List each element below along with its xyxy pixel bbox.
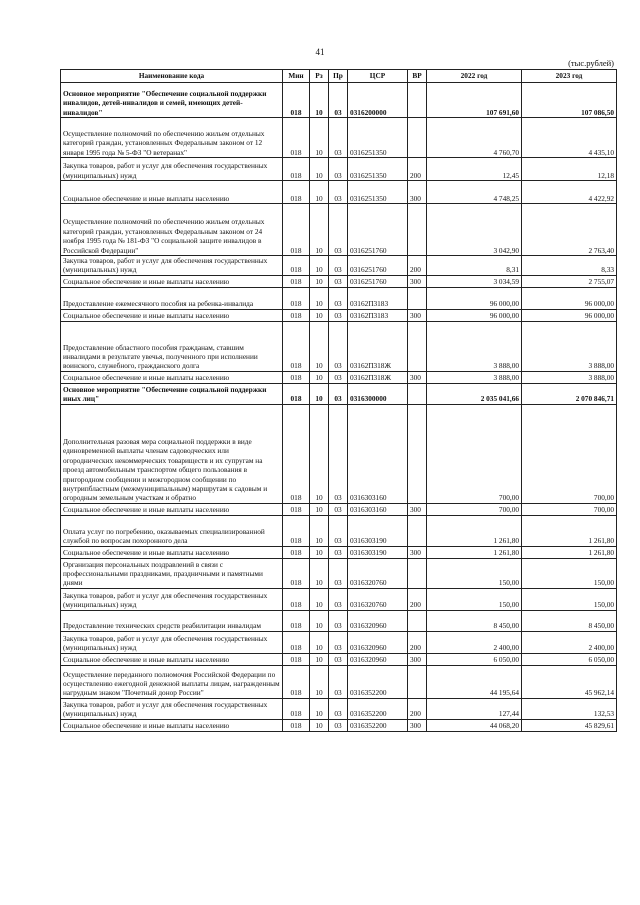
row-2022: 107 691,60 [427, 83, 522, 118]
row-csr: 0316200000 [348, 83, 408, 118]
row-min: 018 [283, 309, 310, 321]
row-rz: 10 [310, 665, 329, 698]
row-vr [408, 287, 427, 309]
row-2023: 1 261,80 [522, 515, 617, 546]
table-row [61, 653, 617, 665]
row-vr: 200 [408, 698, 427, 719]
row-csr: 0316320760 [348, 588, 408, 610]
row-pr: 03 [329, 287, 348, 309]
row-csr: 0316320960 [348, 653, 408, 665]
header-2023: 2023 год [522, 70, 617, 83]
row-2022: 8 450,00 [427, 610, 522, 631]
row-2023: 700,00 [522, 503, 617, 515]
row-min: 018 [283, 546, 310, 558]
row-2022: 150,00 [427, 588, 522, 610]
row-pr: 03 [329, 588, 348, 610]
table-header-row [61, 70, 617, 83]
row-pr: 03 [329, 665, 348, 698]
table-row [61, 371, 617, 383]
row-2023: 150,00 [522, 588, 617, 610]
row-pr: 03 [329, 503, 348, 515]
row-2023: 96 000,00 [522, 287, 617, 309]
row-2023: 3 888,00 [522, 321, 617, 371]
row-min: 018 [283, 275, 310, 287]
row-csr: 0316303160 [348, 404, 408, 503]
table-row [61, 83, 617, 118]
row-csr: 03162П3183 [348, 287, 408, 309]
row-pr: 03 [329, 275, 348, 287]
row-name: Предоставление ежемесячного пособия на ребенка-инвалида [61, 287, 283, 309]
row-2023: 150,00 [522, 558, 617, 588]
row-vr [408, 383, 427, 404]
row-name: Основное мероприятие "Обеспечение социальной поддержки иных лиц" [61, 383, 283, 404]
row-2022: 1 261,80 [427, 515, 522, 546]
row-csr: 0316251760 [348, 204, 408, 256]
row-2023: 12,18 [522, 158, 617, 181]
row-csr: 03162П318Ж [348, 321, 408, 371]
table-row [61, 158, 617, 181]
row-vr [408, 321, 427, 371]
row-name: Закупка товаров, работ и услуг для обеспечения государственных (муниципальных) нужд [61, 256, 283, 276]
row-vr [408, 610, 427, 631]
row-min: 018 [283, 118, 310, 158]
header-name: Наименование кода [61, 70, 283, 83]
row-vr [408, 118, 427, 158]
row-2023: 107 086,50 [522, 83, 617, 118]
row-pr: 03 [329, 546, 348, 558]
row-pr: 03 [329, 698, 348, 719]
row-rz: 10 [310, 371, 329, 383]
row-name: Закупка товаров, работ и услуг для обеспечения государственных (муниципальных) нужд [61, 588, 283, 610]
row-min: 018 [283, 515, 310, 546]
row-vr [408, 665, 427, 698]
row-rz: 10 [310, 158, 329, 181]
row-name: Закупка товаров, работ и услуг для обеспечения государственных (муниципальных) нужд [61, 631, 283, 653]
table-body [61, 83, 617, 732]
row-name: Организация персональных поздравлений в связи с профессиональными праздниками, праздничными и памятными днями [61, 558, 283, 588]
row-2022: 3 888,00 [427, 371, 522, 383]
row-pr: 03 [329, 383, 348, 404]
table-row [61, 256, 617, 276]
row-2022: 3 042,90 [427, 204, 522, 256]
row-rz: 10 [310, 83, 329, 118]
row-rz: 10 [310, 631, 329, 653]
row-min: 018 [283, 503, 310, 515]
row-name: Социальное обеспечение и иные выплаты населению [61, 719, 283, 731]
row-2023: 2 755,07 [522, 275, 617, 287]
row-csr: 03162П318Ж [348, 371, 408, 383]
row-2023: 3 888,00 [522, 371, 617, 383]
row-rz: 10 [310, 546, 329, 558]
budget-table [60, 69, 617, 732]
row-2023: 1 261,80 [522, 546, 617, 558]
row-min: 018 [283, 371, 310, 383]
row-2022: 3 034,59 [427, 275, 522, 287]
row-pr: 03 [329, 653, 348, 665]
row-2022: 44 068,20 [427, 719, 522, 731]
row-min: 018 [283, 588, 310, 610]
row-vr: 300 [408, 275, 427, 287]
row-2022: 1 261,80 [427, 546, 522, 558]
row-vr: 300 [408, 653, 427, 665]
row-pr: 03 [329, 256, 348, 276]
row-rz: 10 [310, 515, 329, 546]
table-row [61, 309, 617, 321]
row-2022: 3 888,00 [427, 321, 522, 371]
row-name: Социальное обеспечение и иные выплаты населению [61, 503, 283, 515]
row-pr: 03 [329, 181, 348, 204]
row-csr: 0316320760 [348, 558, 408, 588]
row-min: 018 [283, 204, 310, 256]
row-vr: 300 [408, 181, 427, 204]
row-name: Осуществление полномочий по обеспечению жильем отдельных категорий граждан, установленных Федеральным законом от 12 января 1995 года № 5-ФЗ "О ветеранах" [61, 118, 283, 158]
row-vr [408, 404, 427, 503]
table-row [61, 287, 617, 309]
row-name: Оплата услуг по погребению, оказываемых специализированной службой по вопросам похоронного дела [61, 515, 283, 546]
row-min: 018 [283, 719, 310, 731]
row-rz: 10 [310, 309, 329, 321]
table-row [61, 665, 617, 698]
header-2022: 2022 год [427, 70, 522, 83]
row-2022: 700,00 [427, 503, 522, 515]
row-name: Основное мероприятие "Обеспечение социальной поддержки инвалидов, детей-инвалидов и семей, имеющих детей-инвалидов" [61, 83, 283, 118]
row-rz: 10 [310, 653, 329, 665]
page-number: 41 [315, 47, 325, 57]
row-pr: 03 [329, 371, 348, 383]
row-2023: 8 450,00 [522, 610, 617, 631]
row-2023: 2 400,00 [522, 631, 617, 653]
row-rz: 10 [310, 719, 329, 731]
table-row [61, 515, 617, 546]
row-csr: 0316300000 [348, 383, 408, 404]
row-vr: 300 [408, 371, 427, 383]
row-pr: 03 [329, 321, 348, 371]
row-csr: 0316251760 [348, 256, 408, 276]
row-min: 018 [283, 631, 310, 653]
table-row [61, 383, 617, 404]
row-rz: 10 [310, 503, 329, 515]
row-csr: 0316251350 [348, 158, 408, 181]
row-csr: 0316251760 [348, 275, 408, 287]
row-2023: 2 070 846,71 [522, 383, 617, 404]
row-vr: 200 [408, 631, 427, 653]
row-vr: 200 [408, 158, 427, 181]
row-min: 018 [283, 383, 310, 404]
table-row [61, 698, 617, 719]
row-name: Социальное обеспечение и иные выплаты населению [61, 371, 283, 383]
row-name: Социальное обеспечение и иные выплаты населению [61, 181, 283, 204]
row-2022: 4 760,70 [427, 118, 522, 158]
row-2023: 6 050,00 [522, 653, 617, 665]
table-row [61, 503, 617, 515]
row-min: 018 [283, 665, 310, 698]
row-csr: 0316303190 [348, 515, 408, 546]
row-name: Закупка товаров, работ и услуг для обеспечения государственных (муниципальных) нужд [61, 698, 283, 719]
row-vr [408, 515, 427, 546]
table-row [61, 631, 617, 653]
row-2022: 150,00 [427, 558, 522, 588]
row-2022: 6 050,00 [427, 653, 522, 665]
row-2022: 2 035 041,66 [427, 383, 522, 404]
units-label: (тыс.рублей) [568, 58, 614, 68]
row-2022: 96 000,00 [427, 309, 522, 321]
row-pr: 03 [329, 118, 348, 158]
row-pr: 03 [329, 610, 348, 631]
row-rz: 10 [310, 275, 329, 287]
row-pr: 03 [329, 404, 348, 503]
table-row [61, 275, 617, 287]
row-name: Закупка товаров, работ и услуг для обеспечения государственных (муниципальных) нужд [61, 158, 283, 181]
row-rz: 10 [310, 588, 329, 610]
table-row [61, 204, 617, 256]
row-name: Осуществление переданного полномочия Российской Федерации по осуществлению ежегодной денежной выплаты лицам, награжденным нагрудным знаком "Почетный донор России" [61, 665, 283, 698]
row-rz: 10 [310, 181, 329, 204]
row-vr: 300 [408, 546, 427, 558]
row-name: Предоставление областного пособия гражданам, ставшим инвалидами в результате увечья, полученного при исполнении воинского, служебного, гражданского долга [61, 321, 283, 371]
table-row [61, 610, 617, 631]
table-row [61, 118, 617, 158]
header-vr: ВР [408, 70, 427, 83]
row-vr [408, 204, 427, 256]
row-vr: 300 [408, 309, 427, 321]
row-csr: 0316303190 [348, 546, 408, 558]
row-rz: 10 [310, 404, 329, 503]
table-row [61, 546, 617, 558]
row-name: Предоставление технических средств реабилитации инвалидам [61, 610, 283, 631]
row-2023: 132,53 [522, 698, 617, 719]
row-min: 018 [283, 653, 310, 665]
header-min: Мин [283, 70, 310, 83]
header-pr: Пр [329, 70, 348, 83]
row-2023: 45 829,61 [522, 719, 617, 731]
row-csr: 0316251350 [348, 181, 408, 204]
row-min: 018 [283, 83, 310, 118]
row-pr: 03 [329, 83, 348, 118]
row-csr: 0316303160 [348, 503, 408, 515]
row-csr: 03162П3183 [348, 309, 408, 321]
row-pr: 03 [329, 558, 348, 588]
row-2023: 8,33 [522, 256, 617, 276]
table-row [61, 719, 617, 731]
row-vr [408, 558, 427, 588]
row-name: Социальное обеспечение и иные выплаты населению [61, 653, 283, 665]
row-2022: 44 195,64 [427, 665, 522, 698]
row-name: Социальное обеспечение и иные выплаты населению [61, 309, 283, 321]
row-vr: 300 [408, 503, 427, 515]
row-rz: 10 [310, 321, 329, 371]
table-row [61, 404, 617, 503]
row-name: Социальное обеспечение и иные выплаты населению [61, 546, 283, 558]
row-rz: 10 [310, 287, 329, 309]
row-min: 018 [283, 256, 310, 276]
row-name: Осуществление полномочий по обеспечению жильем отдельных категорий граждан, установленных Федеральным законом от 24 ноября 1995 года № 181-ФЗ "О социальной защите инвалидов в Российской Федерации" [61, 204, 283, 256]
row-2022: 8,31 [427, 256, 522, 276]
row-csr: 0316320960 [348, 610, 408, 631]
row-vr [408, 83, 427, 118]
row-min: 018 [283, 558, 310, 588]
row-pr: 03 [329, 158, 348, 181]
row-csr: 0316352200 [348, 719, 408, 731]
row-pr: 03 [329, 309, 348, 321]
row-2023: 700,00 [522, 404, 617, 503]
row-pr: 03 [329, 204, 348, 256]
row-2022: 2 400,00 [427, 631, 522, 653]
row-rz: 10 [310, 610, 329, 631]
row-2022: 700,00 [427, 404, 522, 503]
row-min: 018 [283, 610, 310, 631]
row-pr: 03 [329, 719, 348, 731]
row-2023: 96 000,00 [522, 309, 617, 321]
row-vr: 200 [408, 256, 427, 276]
row-2022: 4 748,25 [427, 181, 522, 204]
row-name: Дополнительная разовая мера социальной поддержки в виде единовременной выплаты членам садоводческих или огороднических некоммерческих товариществ и их супругам на проезд автомобильным транспортом общего пользования в пригородном сообщении и межгородном сообщении по внутрипбластным (межмуниципальным) маршрутам к садовым и огородным земельным участкам и обратно [61, 404, 283, 503]
row-2022: 127,44 [427, 698, 522, 719]
header-csr: ЦСР [348, 70, 408, 83]
row-csr: 0316320960 [348, 631, 408, 653]
row-csr: 0316251350 [348, 118, 408, 158]
row-pr: 03 [329, 515, 348, 546]
table-row [61, 181, 617, 204]
table-row [61, 588, 617, 610]
row-pr: 03 [329, 631, 348, 653]
row-2022: 12,45 [427, 158, 522, 181]
row-csr: 0316352200 [348, 698, 408, 719]
table-row [61, 321, 617, 371]
row-name: Социальное обеспечение и иные выплаты населению [61, 275, 283, 287]
row-min: 018 [283, 181, 310, 204]
row-rz: 10 [310, 698, 329, 719]
row-rz: 10 [310, 204, 329, 256]
row-min: 018 [283, 158, 310, 181]
row-rz: 10 [310, 256, 329, 276]
row-min: 018 [283, 698, 310, 719]
row-rz: 10 [310, 118, 329, 158]
row-min: 018 [283, 321, 310, 371]
row-min: 018 [283, 287, 310, 309]
row-2023: 45 962,14 [522, 665, 617, 698]
row-2023: 4 435,10 [522, 118, 617, 158]
row-csr: 0316352200 [348, 665, 408, 698]
row-rz: 10 [310, 383, 329, 404]
row-rz: 10 [310, 558, 329, 588]
row-2022: 96 000,00 [427, 287, 522, 309]
row-vr: 200 [408, 588, 427, 610]
header-rz: Рз [310, 70, 329, 83]
row-2023: 2 763,40 [522, 204, 617, 256]
row-vr: 300 [408, 719, 427, 731]
table-row [61, 558, 617, 588]
row-min: 018 [283, 404, 310, 503]
row-2023: 4 422,92 [522, 181, 617, 204]
